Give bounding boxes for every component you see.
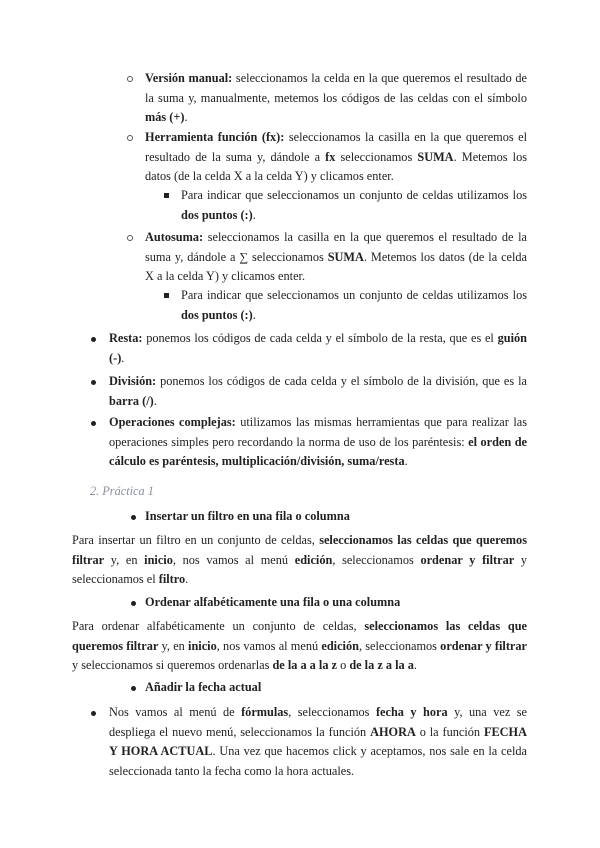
list-item-operaciones-complejas bbox=[109, 413, 527, 472]
text: Para indicar que seleccionamos un conjunto de celdas utilizamos los bbox=[181, 288, 527, 302]
sub-item-dos-puntos-1 bbox=[181, 186, 527, 225]
term: ordenar y filtrar bbox=[420, 552, 515, 567]
bullet-icon bbox=[131, 515, 136, 520]
hollow-bullet-icon bbox=[127, 135, 133, 141]
bullet-icon bbox=[91, 711, 96, 716]
text: Para indicar que seleccionamos un conjunto de celdas utilizamos los bbox=[181, 188, 527, 202]
term: inicio bbox=[144, 552, 173, 567]
term: fecha y hora bbox=[375, 705, 448, 719]
text: utilizamos las mismas herramientas que para realizar las operaciones simples pero recordando la norma de uso de los paréntesis: bbox=[109, 415, 527, 449]
text: , nos vamos al menú bbox=[216, 638, 322, 653]
term: Versión manual: bbox=[145, 71, 233, 85]
text: . Metemos los datos (de la celda X a la celda Y) y clicamos enter. bbox=[145, 149, 528, 183]
hollow-bullet-icon bbox=[127, 76, 133, 82]
term: inicio bbox=[188, 638, 217, 653]
text: . bbox=[121, 350, 125, 365]
square-bullet-icon bbox=[164, 293, 169, 298]
term: edición bbox=[321, 638, 359, 653]
term: Herramienta función (fx): bbox=[145, 130, 285, 144]
text: ponemos los códigos de cada celda y el símbolo de la resta, que es el bbox=[142, 331, 498, 345]
text: . bbox=[252, 207, 256, 222]
text: . Metemos los datos (de la celda X a la celda Y) y clicamos enter. bbox=[145, 249, 528, 283]
term: fórmulas bbox=[241, 705, 289, 719]
bullet-icon bbox=[131, 686, 136, 691]
text: seleccionamos bbox=[335, 149, 418, 164]
text: . bbox=[404, 454, 408, 468]
text: . bbox=[185, 572, 189, 586]
text: y, una vez se despliega el nuevo menú, seleccionamos la función bbox=[109, 705, 527, 739]
text: . bbox=[413, 658, 417, 672]
list-item-resta bbox=[109, 329, 527, 368]
term: filtro bbox=[158, 572, 186, 586]
text: , seleccionamos bbox=[358, 638, 441, 653]
term: AHORA bbox=[370, 724, 416, 739]
term: más (+) bbox=[145, 110, 185, 124]
section-heading-practica-1 bbox=[90, 482, 390, 502]
text: , nos vamos al menú bbox=[172, 552, 295, 567]
text: seleccionamos la casilla en la que queremos el resultado de la suma y, dándole a bbox=[145, 130, 528, 164]
paragraph-ordenar-alfabeticamente bbox=[72, 617, 527, 676]
term: de la z a la a bbox=[349, 658, 414, 672]
term: dos puntos (:) bbox=[181, 307, 253, 322]
sub-item-dos-puntos-2 bbox=[181, 286, 527, 325]
text: ponemos los códigos de cada celda y el símbolo de la división, que es la bbox=[156, 374, 527, 388]
term: Ordenar alfabéticamente una fila o una columna bbox=[145, 595, 401, 609]
term: Añadir la fecha actual bbox=[145, 680, 262, 694]
text: seleccionamos la celda en la que queremos el resultado de la suma y, manualmente, metemos los códigos de las celdas con el símbolo bbox=[145, 71, 527, 105]
text: o bbox=[337, 658, 350, 672]
text: y seleccionamos si queremos ordenarlas bbox=[72, 658, 273, 672]
term: SUMA bbox=[327, 249, 364, 264]
term: Autosuma: bbox=[145, 230, 204, 244]
term: fx bbox=[325, 149, 336, 164]
term: ordenar y filtrar bbox=[440, 638, 527, 653]
term: SUMA bbox=[417, 149, 454, 164]
text: y, en bbox=[104, 552, 145, 567]
bullet-icon bbox=[91, 421, 96, 426]
term: dos puntos (:) bbox=[181, 207, 253, 222]
bullet-icon bbox=[91, 380, 96, 385]
subheading-anadir-fecha bbox=[145, 678, 527, 698]
list-item-division bbox=[109, 372, 527, 411]
text: , seleccionamos bbox=[332, 552, 421, 567]
list-item-fecha-actual bbox=[109, 703, 527, 781]
term: el orden de cálculo es paréntesis, multiplicación/división, suma/resta bbox=[109, 434, 527, 468]
text: Para insertar un filtro en un conjunto de celdas, bbox=[72, 533, 320, 547]
term: de la a a la z bbox=[272, 658, 338, 672]
term: FECHA Y HORA ACTUAL bbox=[109, 724, 527, 758]
square-bullet-icon bbox=[164, 193, 169, 198]
text: , seleccionamos bbox=[288, 705, 376, 719]
paragraph-insertar-filtro bbox=[72, 531, 527, 590]
list-item-autosuma bbox=[145, 228, 527, 287]
list-item-version-manual bbox=[145, 69, 527, 128]
text: Nos vamos al menú de bbox=[109, 705, 242, 719]
hollow-bullet-icon bbox=[127, 235, 133, 241]
section-number: 2. bbox=[90, 484, 103, 498]
subheading-insertar-filtro bbox=[145, 507, 527, 527]
text: Para ordenar alfabéticamente un conjunto de celdas, bbox=[72, 619, 365, 633]
section-title: Práctica 1 bbox=[102, 484, 154, 498]
text: y seleccionamos el bbox=[72, 552, 527, 586]
text: seleccionamos la casilla en la que queremos el resultado de la suma y, dándole a ∑ seleccionamos bbox=[145, 230, 527, 264]
bullet-icon bbox=[91, 337, 96, 342]
term: División: bbox=[109, 374, 157, 388]
text: . Una vez que hacemos click y aceptamos, nos sale en la celda seleccionada tanto la fecha como la hora actuales. bbox=[109, 744, 527, 778]
text: . bbox=[184, 110, 188, 124]
text: o la función bbox=[415, 724, 484, 739]
term: barra (/) bbox=[109, 393, 154, 408]
text: y, en bbox=[158, 638, 189, 653]
term: seleccionamos las celdas que queremos filtrar bbox=[72, 533, 527, 567]
term: guión (-) bbox=[109, 331, 527, 365]
term: Resta: bbox=[109, 331, 143, 345]
list-item-herramienta-funcion bbox=[145, 128, 527, 187]
term: edición bbox=[294, 552, 333, 567]
text: . bbox=[252, 307, 256, 322]
text: . bbox=[153, 393, 157, 408]
term: seleccionamos las celdas que queremos filtrar bbox=[72, 619, 528, 653]
term: Operaciones complejas: bbox=[109, 415, 236, 429]
subheading-ordenar-alfabeticamente bbox=[145, 593, 527, 613]
bullet-icon bbox=[131, 601, 136, 606]
term: Insertar un filtro en una fila o columna bbox=[145, 509, 350, 523]
